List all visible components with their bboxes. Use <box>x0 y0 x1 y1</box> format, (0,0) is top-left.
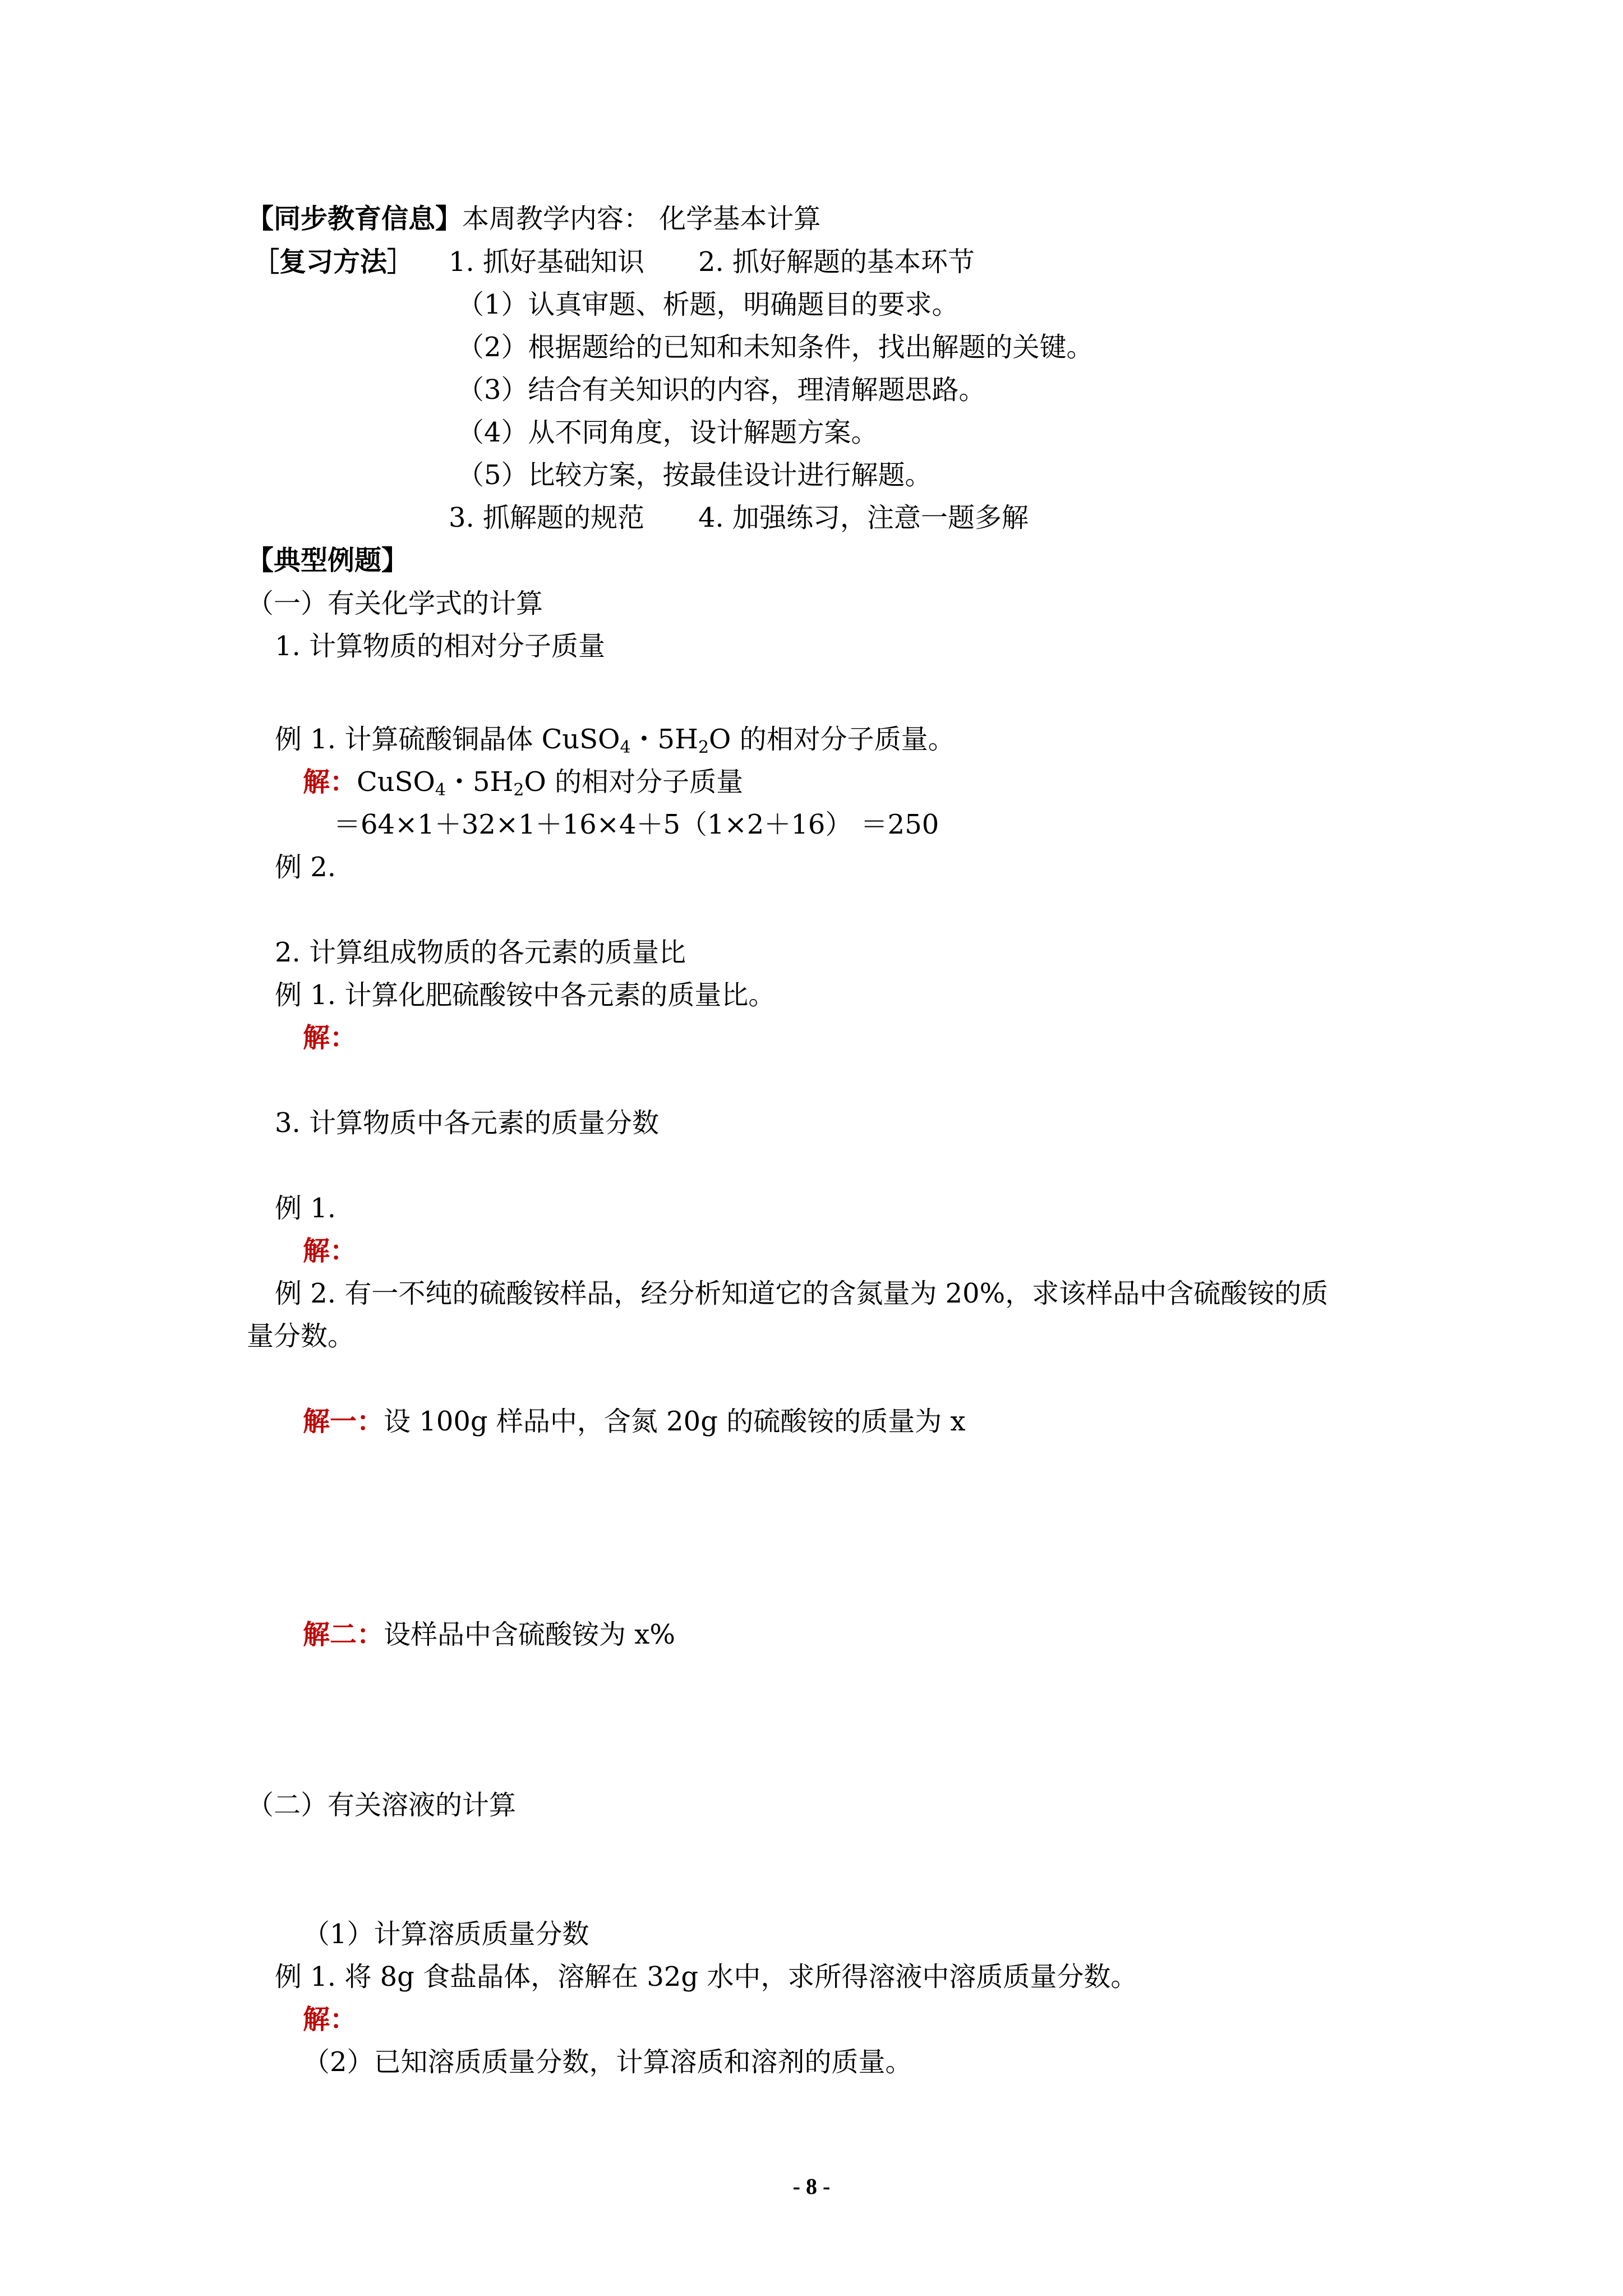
solution-label: 解二： <box>303 1619 384 1650</box>
review-item-2: 2. 抓好解题的基本环节 <box>698 246 975 278</box>
section-1-title: （一）有关化学式的计算 <box>247 588 543 619</box>
solution-label: 解一： <box>303 1406 384 1437</box>
solution-label: 解： <box>303 1235 357 1267</box>
examples-heading: 【典型例题】 <box>247 545 409 576</box>
example-3-1: 例 1. <box>275 1193 336 1224</box>
subsection-1-3-title: 3. 计算物质中各元素的质量分数 <box>275 1107 660 1139</box>
subsection-2-2-title: （2）已知溶质质量分数，计算溶质和溶剂的质量。 <box>303 2046 912 2078</box>
example-3-2-solution-1: 解一：设 100g 样品中，含氮 20g 的硫酸铵的质量为 x <box>303 1406 966 1437</box>
example-s2-1-question: 例 1. 将 8g 食盐晶体，溶解在 32g 水中，求所得溶液中溶质质量分数。 <box>275 1961 1138 1993</box>
review-step-5: （5）比较方案，按最佳设计进行解题。 <box>457 459 932 491</box>
header-line <box>247 197 820 240</box>
review-step-3: （3）结合有关知识的内容，理清解题思路。 <box>457 374 986 406</box>
review-step-1: （1）认真审题、析题，明确题目的要求。 <box>457 289 959 320</box>
example-2-1-question: 例 1. 计算化肥硫酸铵中各元素的质量比。 <box>275 979 776 1011</box>
header-tag: 【同步教育信息】 <box>247 203 463 234</box>
solution-label: 解： <box>303 766 357 798</box>
subsection-1-2-title: 2. 计算组成物质的各元素的质量比 <box>275 937 686 968</box>
subsection-1-1-title: 1. 计算物质的相对分子质量 <box>275 631 606 662</box>
review-item-4: 4. 加强练习，注意一题多解 <box>698 502 1029 533</box>
example-3-2-line-1: 例 2. 有一不纯的硫酸铵样品，经分析知道它的含氮量为 20%，求该样品中含硫酸铵的质 <box>275 1278 1329 1309</box>
example-3-2-line-2: 量分数。 <box>247 1320 355 1352</box>
review-step-4: （4）从不同角度，设计解题方案。 <box>457 417 878 448</box>
example-1-1-question: 例 1. 计算硫酸铜晶体 CuSO$_4$・$5H_2O$ 的相对分子质量。 <box>275 724 955 757</box>
example-1-1-solution: 解：CuSO$_4$・$5H_2O$ 的相对分子质量 <box>303 766 744 800</box>
solution-label: 解： <box>303 2004 357 2035</box>
review-item-1: 1. 抓好基础知识 <box>449 246 645 278</box>
review-step-2: （2）根据题给的已知和未知条件，找出解题的关键。 <box>457 332 1094 363</box>
header-text: 本周教学内容： 化学基本计算 <box>462 203 821 234</box>
solution-label: 解： <box>303 1022 357 1053</box>
review-line <box>252 241 414 283</box>
example-1-2: 例 2. <box>275 852 336 883</box>
review-item-3: 3. 抓解题的规范 <box>449 502 645 533</box>
section-2-title: （二）有关溶液的计算 <box>247 1789 517 1821</box>
review-tag: ［复习方法］ <box>252 246 414 278</box>
example-1-1-calculation: ＝64×1＋32×1＋16×4＋5（1×2＋16） ＝250 <box>334 809 939 840</box>
example-3-2-solution-2: 解二：设样品中含硫酸铵为 x% <box>303 1619 675 1650</box>
subsection-2-1-title: （1）计算溶质质量分数 <box>303 1918 589 1950</box>
page-number: - 8 - <box>792 2174 831 2199</box>
